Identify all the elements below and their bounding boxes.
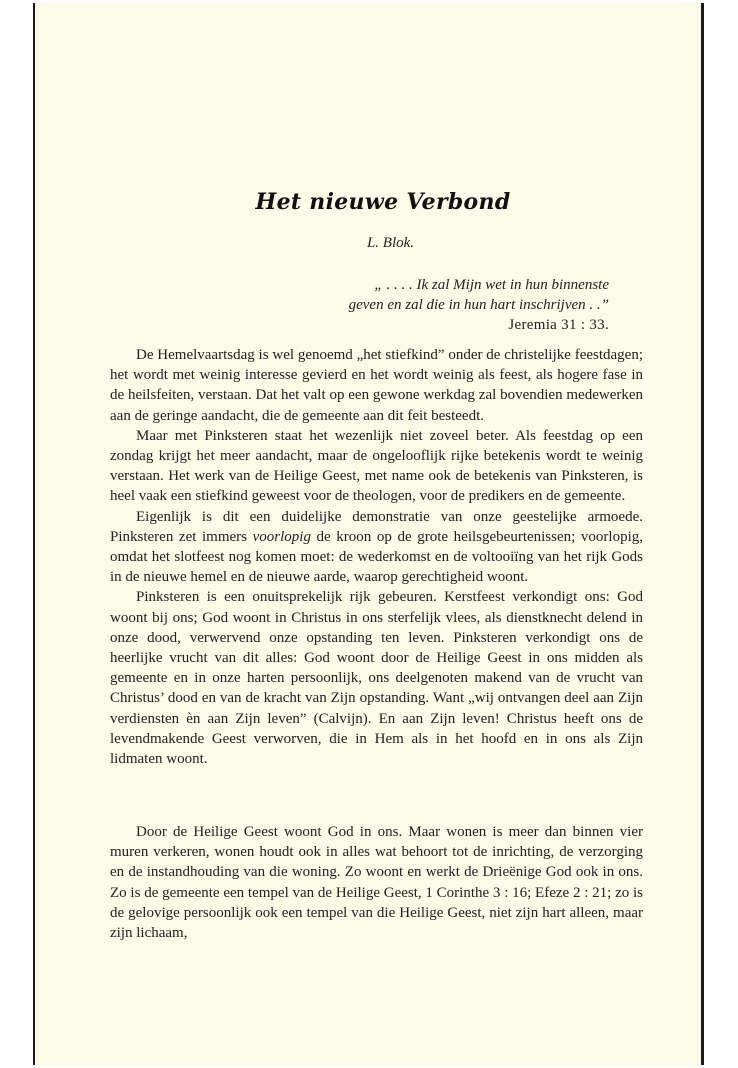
epigraph-line-1: „ . . . . Ik zal Mijn wet in hun binnenste <box>374 277 609 293</box>
article-body <box>110 345 643 769</box>
epigraph <box>349 275 609 335</box>
paragraph-3-before: Eigenlijk is dit een duidelijke demonstratie van onze geestelijke armoede. Pinksteren zet immers <box>110 508 643 545</box>
document-page <box>33 3 704 1065</box>
paragraph-4: Pinksteren is een onuitsprekelijk rijk gebeuren. Kerstfeest verkondigt ons: God woont bij ons; God woont in Christus in ons sterfelijk vlees, als dienstknecht delend in onze dood, verwervend onze opstanding ten leven. Pinksteren verkondigt ons de heerlijke vrucht van dit alles: God woont door de Heilige Geest in ons midden als gemeente en in onze harten persoonlijk, ons deelgenoten makend van de vrucht van Christus’ dood en van de kracht van Zijn opstanding. Want „wij ontvangen deel aan Zijn verdiensten èn aan Zijn leven” (Calvijn). En aan Zijn leven! Christus heeft ons de levendmakende Geest verworven, die in Hem als in het hoofd en in ons als Zijn lidmaten woont. <box>110 589 643 768</box>
paragraph-3 <box>110 507 643 588</box>
paragraph-2: Maar met Pinksteren staat het wezenlijk niet zoveel beter. Als feestdag op een zondag krijgt het meer aandacht, maar de ongelooflijk rijke betekenis wordt te weinig verstaan. Het werk van de Heilige Geest, met name ook de betekenis van Pinksteren, is heel vaak een stiefkind geweest voor de theologen, voor de predikers en de gemeente. <box>110 427 643 505</box>
article-title: Het nieuwe Verbond <box>255 189 511 215</box>
epigraph-reference: Jeremia 31 : 33. <box>508 317 609 333</box>
article-body-continued <box>110 822 643 943</box>
paragraph-3-after: de kroon op de grote heilsgebeurtenissen; voorlopig, omdat het slotfeest nog komen moet: de wederkomst en de voltooiïng van het rijk Gods in de nieuwe hemel en de nieuwe aarde, waarop gerechtigheid woont. <box>110 528 643 586</box>
article-author: L. Blok. <box>366 235 415 251</box>
epigraph-line-2: geven en zal die in hun hart inschrijven . .” <box>348 297 609 313</box>
paragraph-3-emphasis: voorlopig <box>252 528 311 545</box>
paragraph-1: De Hemelvaartsdag is wel genoemd „het stiefkind” onder de christelijke feestdagen; het wordt met weinig interesse gevierd en het wordt weinig als feest, als hogere fase in de heilsfeiten, verstaan. Dat het valt op een gewone werkdag zal bovendien medewerken aan de geringe aandacht, die de gemeente aan dit feit besteedt. <box>110 347 643 424</box>
paragraph-5: Door de Heilige Geest woont God in ons. Maar wonen is meer dan binnen vier muren verkeren, wonen houdt ook in alles wat behoort tot de inrichting, de verzorging en de instandhouding van die woning. Zo woont en werkt de Drieënige God ook in ons. Zo is de gemeente een tempel van de Heilige Geest, 1 Corinthe 3 : 16; Efeze 2 : 21; zo is de gelovige persoonlijk ook een tempel van die Heilige Geest, niet zijn hart alleen, maar zijn lichaam, <box>110 824 643 942</box>
